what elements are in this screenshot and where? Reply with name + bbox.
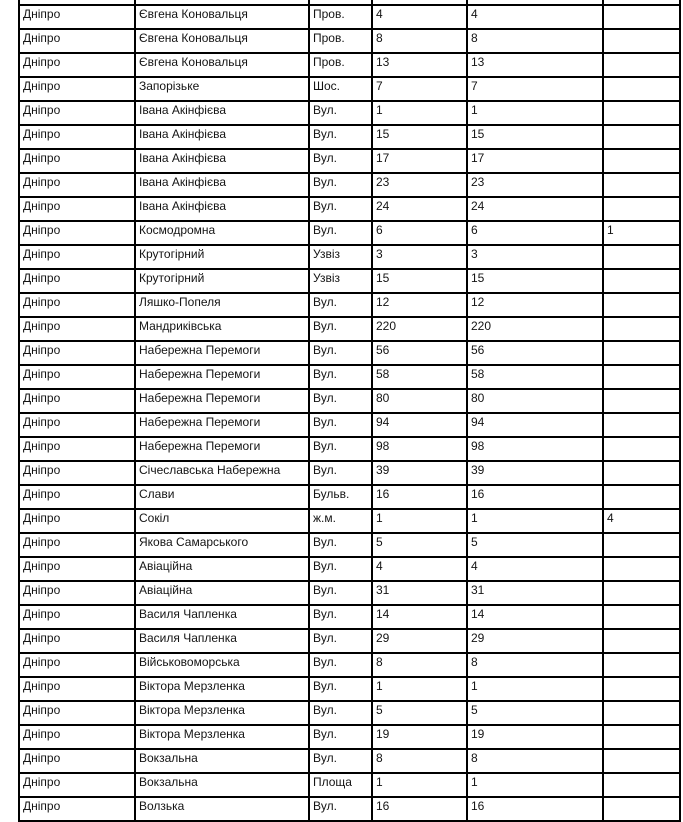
- cell-building-number: 15: [372, 269, 467, 293]
- cell-city: Дніпро: [19, 173, 135, 197]
- cell-note: [603, 341, 680, 365]
- cell-city: Дніпро: [19, 293, 135, 317]
- cell-street-type: Пров.: [309, 5, 372, 29]
- cell-building-number: 5: [372, 701, 467, 725]
- cell-building-number: 8: [372, 29, 467, 53]
- table-row: [19, 797, 680, 821]
- cell-street-type: Вул.: [309, 581, 372, 605]
- cell-note: [603, 197, 680, 221]
- cell-building-number-alt: 16: [467, 797, 603, 821]
- cell-building-number: 6: [372, 221, 467, 245]
- cell-note: 4: [603, 509, 680, 533]
- table-row: [19, 53, 680, 77]
- cell-note: [603, 245, 680, 269]
- cell-building-number: 3: [372, 245, 467, 269]
- cell-street-type: Вул.: [309, 749, 372, 773]
- cell-street-type: Вул.: [309, 437, 372, 461]
- table-row: [19, 557, 680, 581]
- cell-street-type: Вул.: [309, 317, 372, 341]
- cell-street-name: Івана Акінфієва: [135, 173, 309, 197]
- table-row: [19, 581, 680, 605]
- cell-building-number-alt: 6: [467, 221, 603, 245]
- cell-note: [603, 653, 680, 677]
- cell-street-name: Набережна Перемоги: [135, 365, 309, 389]
- cell-street-type: Вул.: [309, 101, 372, 125]
- cell-street-name: Набережна Перемоги: [135, 341, 309, 365]
- cell-street-name: Віктора Мерзленка: [135, 701, 309, 725]
- cell-street-name: Івана Акінфієва: [135, 149, 309, 173]
- cell-street-type: Вул.: [309, 125, 372, 149]
- cell-building-number: 7: [372, 77, 467, 101]
- cell-city: Дніпро: [19, 557, 135, 581]
- table-row: [19, 437, 680, 461]
- table-row: [19, 389, 680, 413]
- table-row: [19, 29, 680, 53]
- cell-city: Дніпро: [19, 5, 135, 29]
- cell-city: Дніпро: [19, 221, 135, 245]
- cell-building-number-alt: 17: [467, 149, 603, 173]
- cell-building-number-alt: 1: [467, 677, 603, 701]
- cell-street-type: Вул.: [309, 221, 372, 245]
- cell-street-name: Вокзальна: [135, 749, 309, 773]
- cell-building-number-alt: 56: [467, 341, 603, 365]
- cell-building-number: 14: [372, 605, 467, 629]
- cell-street-type: ж.м.: [309, 509, 372, 533]
- cell-street-type: Пров.: [309, 29, 372, 53]
- cell-street-type: Вул.: [309, 797, 372, 821]
- cell-note: [603, 53, 680, 77]
- cell-building-number-alt: 23: [467, 173, 603, 197]
- cell-building-number: 16: [372, 485, 467, 509]
- cell-note: [603, 293, 680, 317]
- cell-building-number-alt: 8: [467, 749, 603, 773]
- cell-building-number-alt: 14: [467, 605, 603, 629]
- cell-building-number: 94: [372, 413, 467, 437]
- cell-city: Дніпро: [19, 533, 135, 557]
- cell-note: [603, 629, 680, 653]
- address-table: [18, 0, 681, 822]
- cell-note: [603, 605, 680, 629]
- table-row: [19, 749, 680, 773]
- cell-street-type: Вул.: [309, 293, 372, 317]
- table-row: [19, 773, 680, 797]
- cell-building-number-alt: 1: [467, 509, 603, 533]
- cell-building-number-alt: 1: [467, 101, 603, 125]
- cell-street-type: Бульв.: [309, 485, 372, 509]
- cell-note: [603, 557, 680, 581]
- cell-note: [603, 797, 680, 821]
- cell-building-number: 98: [372, 437, 467, 461]
- cell-building-number-alt: 220: [467, 317, 603, 341]
- table-row: [19, 533, 680, 557]
- cell-building-number-alt: 15: [467, 269, 603, 293]
- cell-street-name: Космодромна: [135, 221, 309, 245]
- cell-street-type: Вул.: [309, 341, 372, 365]
- cell-note: [603, 773, 680, 797]
- cell-city: Дніпро: [19, 437, 135, 461]
- cell-street-name: Ляшко-Попеля: [135, 293, 309, 317]
- cell-street-type: Вул.: [309, 461, 372, 485]
- cell-building-number: 23: [372, 173, 467, 197]
- table-row: [19, 509, 680, 533]
- table-row: [19, 413, 680, 437]
- cell-street-type: Пров.: [309, 53, 372, 77]
- cell-city: Дніпро: [19, 413, 135, 437]
- cell-city: Дніпро: [19, 629, 135, 653]
- cell-street-name: Якова Самарського: [135, 533, 309, 557]
- cell-city: Дніпро: [19, 53, 135, 77]
- cell-street-type: Вул.: [309, 365, 372, 389]
- cell-street-name: Віктора Мерзленка: [135, 725, 309, 749]
- cell-street-name: Євгена Коновальця: [135, 53, 309, 77]
- cell-street-type: Вул.: [309, 389, 372, 413]
- cell-note: [603, 29, 680, 53]
- cell-street-type: Вул.: [309, 173, 372, 197]
- cell-city: Дніпро: [19, 245, 135, 269]
- cell-city: Дніпро: [19, 677, 135, 701]
- cell-street-name: Василя Чапленка: [135, 605, 309, 629]
- cell-note: [603, 677, 680, 701]
- cell-building-number-alt: 8: [467, 653, 603, 677]
- cell-building-number-alt: 5: [467, 701, 603, 725]
- cell-street-name: Івана Акінфієва: [135, 101, 309, 125]
- cell-street-name: Крутогірний: [135, 269, 309, 293]
- table-row: [19, 5, 680, 29]
- cell-building-number-alt: 8: [467, 29, 603, 53]
- cell-street-name: Івана Акінфієва: [135, 125, 309, 149]
- table-row: [19, 605, 680, 629]
- cell-building-number: 8: [372, 749, 467, 773]
- cell-building-number-alt: 29: [467, 629, 603, 653]
- table-row: [19, 221, 680, 245]
- cell-street-type: Вул.: [309, 677, 372, 701]
- cell-city: Дніпро: [19, 317, 135, 341]
- cell-street-type: Вул.: [309, 197, 372, 221]
- cell-note: [603, 437, 680, 461]
- cell-note: [603, 173, 680, 197]
- cell-street-name: Вокзальна: [135, 773, 309, 797]
- cell-note: [603, 125, 680, 149]
- cell-building-number: 15: [372, 125, 467, 149]
- cell-building-number-alt: 7: [467, 77, 603, 101]
- cell-building-number-alt: 24: [467, 197, 603, 221]
- cell-street-type: Вул.: [309, 653, 372, 677]
- cell-building-number: 1: [372, 773, 467, 797]
- cell-city: Дніпро: [19, 389, 135, 413]
- cell-building-number: 1: [372, 677, 467, 701]
- cell-city: Дніпро: [19, 461, 135, 485]
- cell-street-name: Євгена Коновальця: [135, 29, 309, 53]
- cell-note: [603, 269, 680, 293]
- cell-city: Дніпро: [19, 125, 135, 149]
- cell-street-type: Шос.: [309, 77, 372, 101]
- cell-building-number-alt: 80: [467, 389, 603, 413]
- cell-street-name: Набережна Перемоги: [135, 413, 309, 437]
- cell-street-name: Військовоморська: [135, 653, 309, 677]
- cell-building-number-alt: 4: [467, 5, 603, 29]
- cell-building-number: 8: [372, 653, 467, 677]
- cell-street-type: Вул.: [309, 701, 372, 725]
- cell-street-name: Слави: [135, 485, 309, 509]
- cell-building-number-alt: 98: [467, 437, 603, 461]
- cell-note: [603, 317, 680, 341]
- table-row: [19, 485, 680, 509]
- cell-note: [603, 749, 680, 773]
- cell-street-name: Авіаційна: [135, 581, 309, 605]
- table-row: [19, 197, 680, 221]
- cell-note: [603, 485, 680, 509]
- cell-note: [603, 5, 680, 29]
- cell-city: Дніпро: [19, 29, 135, 53]
- table-row: [19, 269, 680, 293]
- cell-building-number-alt: 15: [467, 125, 603, 149]
- cell-building-number-alt: 3: [467, 245, 603, 269]
- cell-building-number-alt: 12: [467, 293, 603, 317]
- cell-city: Дніпро: [19, 749, 135, 773]
- table-row: [19, 101, 680, 125]
- cell-note: [603, 77, 680, 101]
- cell-street-name: Авіаційна: [135, 557, 309, 581]
- cell-building-number: 16: [372, 797, 467, 821]
- cell-city: Дніпро: [19, 797, 135, 821]
- table-row: [19, 77, 680, 101]
- cell-note: [603, 533, 680, 557]
- cell-street-type: Вул.: [309, 413, 372, 437]
- cell-city: Дніпро: [19, 149, 135, 173]
- cell-building-number: 5: [372, 533, 467, 557]
- cell-city: Дніпро: [19, 773, 135, 797]
- cell-note: [603, 461, 680, 485]
- cell-building-number: 56: [372, 341, 467, 365]
- cell-street-name: Набережна Перемоги: [135, 437, 309, 461]
- cell-building-number-alt: 1: [467, 773, 603, 797]
- cell-building-number: 58: [372, 365, 467, 389]
- cell-city: Дніпро: [19, 653, 135, 677]
- cell-building-number: 19: [372, 725, 467, 749]
- cell-street-type: Узвіз: [309, 269, 372, 293]
- table-row: [19, 677, 680, 701]
- cell-street-type: Вул.: [309, 149, 372, 173]
- cell-city: Дніпро: [19, 77, 135, 101]
- cell-building-number-alt: 19: [467, 725, 603, 749]
- cell-street-name: Волзька: [135, 797, 309, 821]
- table-row: [19, 341, 680, 365]
- cell-street-name: Крутогірний: [135, 245, 309, 269]
- cell-building-number: 4: [372, 557, 467, 581]
- cell-building-number: 220: [372, 317, 467, 341]
- cell-street-type: Вул.: [309, 629, 372, 653]
- cell-city: Дніпро: [19, 605, 135, 629]
- cell-note: [603, 101, 680, 125]
- cell-street-type: Площа: [309, 773, 372, 797]
- cell-building-number: 31: [372, 581, 467, 605]
- cell-street-name: Віктора Мерзленка: [135, 677, 309, 701]
- table-row: [19, 245, 680, 269]
- cell-city: Дніпро: [19, 701, 135, 725]
- cell-building-number-alt: 39: [467, 461, 603, 485]
- cell-building-number-alt: 94: [467, 413, 603, 437]
- cell-street-type: Вул.: [309, 533, 372, 557]
- cell-street-type: Узвіз: [309, 245, 372, 269]
- cell-note: [603, 365, 680, 389]
- cell-building-number: 1: [372, 101, 467, 125]
- cell-note: [603, 581, 680, 605]
- table-row: [19, 125, 680, 149]
- cell-building-number: 80: [372, 389, 467, 413]
- cell-building-number-alt: 58: [467, 365, 603, 389]
- cell-street-name: Запорізьке: [135, 77, 309, 101]
- table-row: [19, 293, 680, 317]
- cell-note: [603, 725, 680, 749]
- cell-city: Дніпро: [19, 101, 135, 125]
- cell-building-number-alt: 4: [467, 557, 603, 581]
- cell-city: Дніпро: [19, 725, 135, 749]
- table-row: [19, 317, 680, 341]
- cell-note: [603, 389, 680, 413]
- cell-building-number-alt: 5: [467, 533, 603, 557]
- cell-note: 1: [603, 221, 680, 245]
- cell-note: [603, 149, 680, 173]
- cell-building-number: 13: [372, 53, 467, 77]
- cell-city: Дніпро: [19, 509, 135, 533]
- table-row: [19, 653, 680, 677]
- cell-city: Дніпро: [19, 581, 135, 605]
- cell-building-number: 17: [372, 149, 467, 173]
- cell-building-number: 29: [372, 629, 467, 653]
- cell-street-name: Василя Чапленка: [135, 629, 309, 653]
- cell-street-name: Сокіл: [135, 509, 309, 533]
- cell-building-number-alt: 16: [467, 485, 603, 509]
- cell-note: [603, 413, 680, 437]
- cell-city: Дніпро: [19, 341, 135, 365]
- table-row: [19, 149, 680, 173]
- cell-street-name: Івана Акінфієва: [135, 197, 309, 221]
- table-row: [19, 701, 680, 725]
- table-row: [19, 173, 680, 197]
- cell-note: [603, 701, 680, 725]
- cell-city: Дніпро: [19, 197, 135, 221]
- cell-building-number: 39: [372, 461, 467, 485]
- table-row: [19, 725, 680, 749]
- address-table-body: [19, 0, 680, 821]
- table-row: [19, 629, 680, 653]
- cell-building-number-alt: 31: [467, 581, 603, 605]
- cell-city: Дніпро: [19, 365, 135, 389]
- cell-street-name: Січеславська Набережна: [135, 461, 309, 485]
- cell-street-type: Вул.: [309, 725, 372, 749]
- cell-building-number: 12: [372, 293, 467, 317]
- cell-street-name: Мандриківська: [135, 317, 309, 341]
- cell-street-type: Вул.: [309, 557, 372, 581]
- cell-building-number: 4: [372, 5, 467, 29]
- cell-building-number: 1: [372, 509, 467, 533]
- table-row: [19, 365, 680, 389]
- cell-city: Дніпро: [19, 269, 135, 293]
- cell-street-type: Вул.: [309, 605, 372, 629]
- cell-street-name: Євгена Коновальця: [135, 5, 309, 29]
- cell-street-name: Набережна Перемоги: [135, 389, 309, 413]
- cell-building-number-alt: 13: [467, 53, 603, 77]
- table-row: [19, 461, 680, 485]
- cell-city: Дніпро: [19, 485, 135, 509]
- cell-building-number: 24: [372, 197, 467, 221]
